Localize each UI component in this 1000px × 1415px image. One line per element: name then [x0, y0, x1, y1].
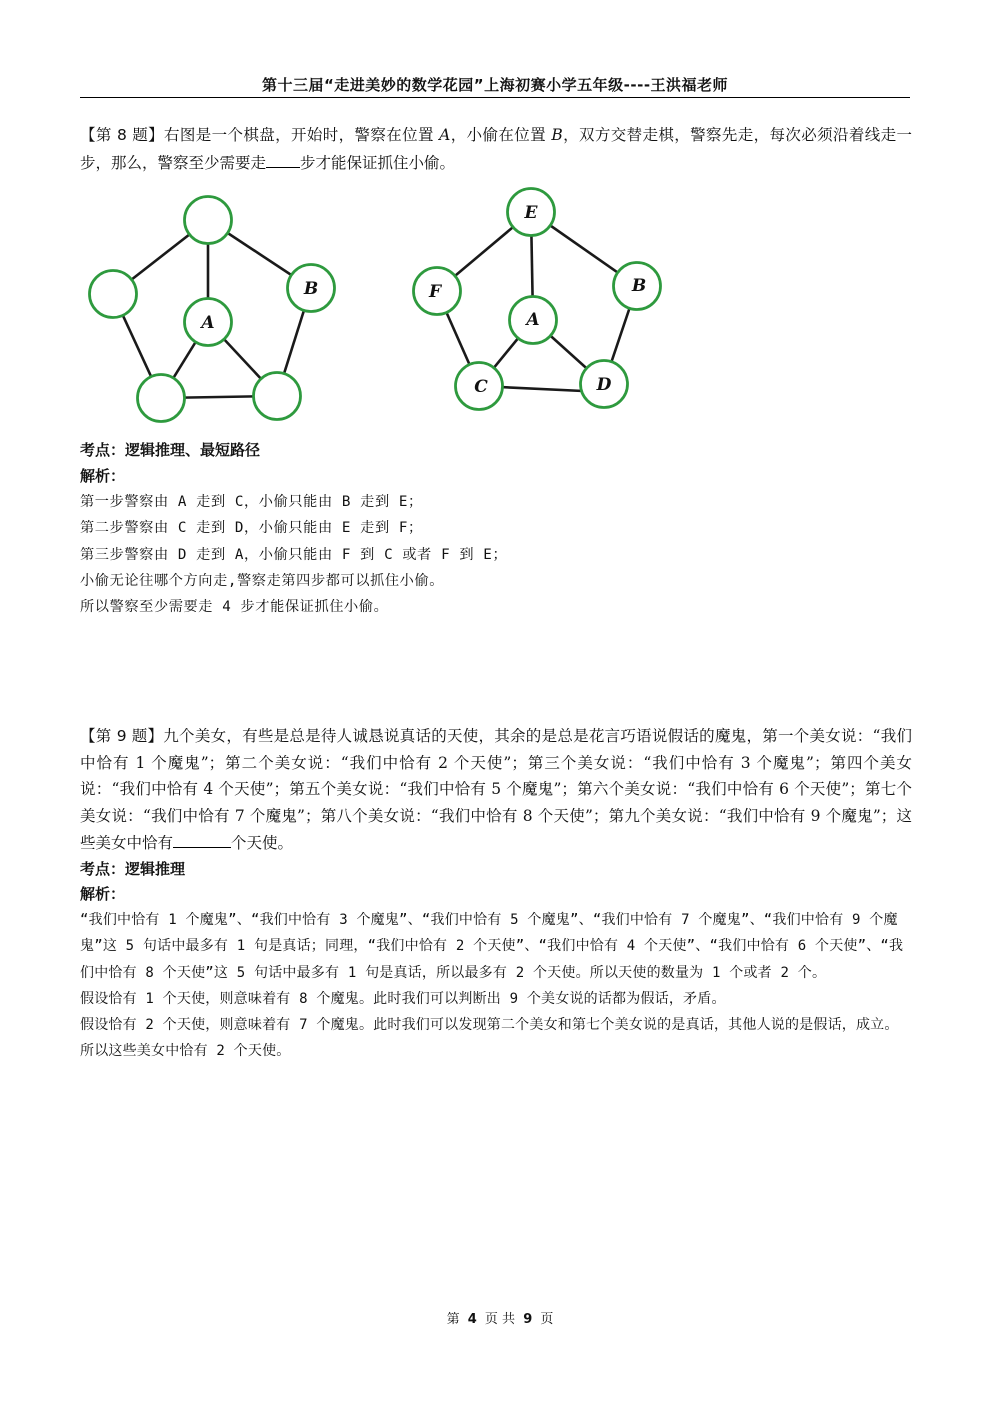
footer-page-number: 4	[467, 1312, 477, 1327]
solution-8-line: 第二步警察由 C 走到 D，小偷只能由 E 走到 F；	[80, 520, 423, 537]
node-b-label: B	[631, 276, 647, 296]
problem-8-tag: 【第 8 题】	[80, 126, 164, 144]
problem-8-text-1: 右图是一个棋盘，开始时，警察在位置	[163, 126, 434, 144]
problem-8-text-3: ，双方交替走棋，警察先走，每次必须沿着线走一步，那么，警察至少需要走	[80, 126, 912, 172]
node-f-label: F	[428, 282, 442, 302]
footer-post: 页	[540, 1312, 554, 1327]
node-e-label: E	[524, 203, 538, 223]
problem-8-var-a: A	[439, 126, 451, 144]
page-footer	[0, 1310, 1000, 1330]
node-b-label: B	[303, 279, 319, 299]
page-header-title: 第十三届“走进美妙的数学花园”上海初赛小学五年级----王洪福老师	[261, 76, 729, 94]
problem-8-text-4: 步才能保证抓住小偷。	[300, 153, 456, 172]
node-a-label: A	[201, 313, 215, 333]
solution-8-line: 第一步警察由 A 走到 C，小偷只能由 B 走到 E；	[80, 494, 423, 510]
footer-mid: 页 共	[484, 1312, 516, 1327]
solution-9-para: “我们中恰有 1 个魔鬼”、“我们中恰有 3 个魔鬼”、“我们中恰有 5 个魔鬼”、“我们中恰有 7 个魔鬼”、“我们中恰有 9 个魔鬼”这 5 句话中最多有 1 句是真话；同理，“我们中恰有 2 个天使”、“我们中恰有 4 个天使”、“我们中恰有 6 个天使”、“我们中恰有 8 个天使”这 5 句话中最多有 1 句是真话，所以最多有 2 个天使。所以天使的数量为 1 个或者 2 个。	[80, 912, 904, 981]
problem-9-text-1: 九个美女，有些是总是待人诚恳说真话的天使，其余的是总是花言巧语说假话的魔鬼，第一个美女说：“我们中恰有 1 个魔鬼”；第二个美女说：“我们中恰有 2 个天使”；第三个美女说：“我们中恰有 3 个魔鬼”；第四个美女说：“我们中恰有 4 个天使”；第五个美女说：“我们中恰有 5 个魔鬼”；第六个美女说：“我们中恰有 6 个天使”；第七个美女说：“我们中恰有 7 个魔鬼”；第八个美女说：“我们中恰有 8 个天使”；第九个美女说：“我们中恰有 9 个魔鬼”；这些美女中恰有	[80, 727, 913, 852]
jiexi-8: 解析：	[80, 467, 126, 485]
solution-9	[80, 907, 910, 1065]
problem-8-var-b: B	[551, 126, 563, 144]
board-diagram-right	[0, 0, 1000, 460]
node-a-label: A	[526, 310, 540, 330]
node-c-label: C	[474, 377, 488, 397]
problem-9-text-2: 个天使。	[231, 834, 294, 852]
problem-8-text-2: ，小偷在位置	[450, 126, 547, 144]
solution-9-para: 假设恰有 1 个天使，则意味着有 8 个魔鬼。此时我们可以判断出 9 个美女说的话都为假话，矛盾。	[80, 990, 726, 1007]
problem-9-statement	[80, 723, 912, 857]
kaodian-9: 考点：逻辑推理	[80, 860, 186, 878]
solution-8-line: 小偷无论往哪个方向走,警察走第四步都可以抓住小偷。	[80, 572, 445, 589]
problem-9-tag: 【第 9 题】	[80, 727, 164, 745]
footer-pre: 第	[446, 1312, 460, 1327]
solution-9-para: 假设恰有 2 个天使，则意味着有 7 个魔鬼。此时我们可以发现第二个美女和第七个美女说的是真话，其他人说的是假话，成立。	[80, 1017, 899, 1034]
solution-8	[80, 489, 910, 620]
solution-9-para: 所以这些美女中恰有 2 个天使。	[80, 1043, 291, 1060]
answer-blank-9	[173, 829, 231, 848]
kaodian-8: 考点：逻辑推理、最短路径	[80, 441, 261, 459]
solution-8-line: 所以警察至少需要走 4 步才能保证抓住小偷。	[80, 599, 389, 616]
solution-8-line: 第三步警察由 D 走到 A，小偷只能由 F 到 C 或者 F 到 E；	[80, 546, 508, 563]
jiexi-9: 解析：	[80, 885, 126, 903]
footer-total-pages: 9	[523, 1312, 533, 1327]
node-d-label: D	[596, 375, 612, 395]
